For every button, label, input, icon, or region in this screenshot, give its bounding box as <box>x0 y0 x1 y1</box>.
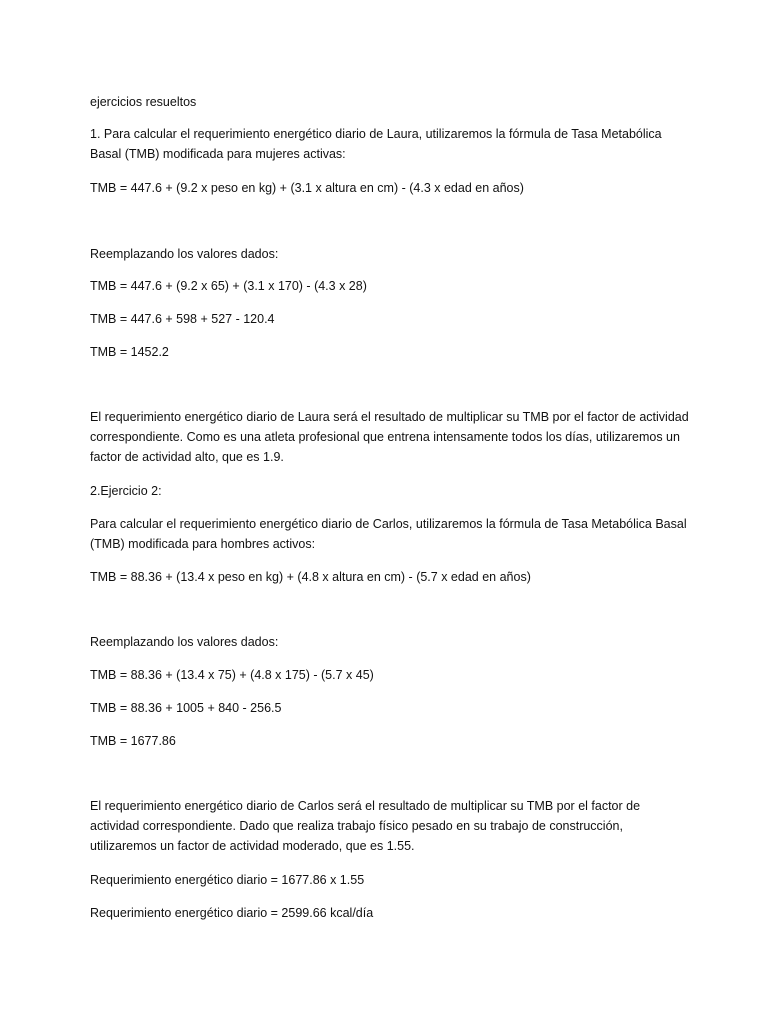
exercise-1-step-2: TMB = 447.6 + 598 + 527 - 120.4 <box>90 312 275 326</box>
exercise-1-step-1: TMB = 447.6 + (9.2 x 65) + (3.1 x 170) - (4.3 x 28) <box>90 279 367 293</box>
exercise-1-formula: TMB = 447.6 + (9.2 x peso en kg) + (3.1 x altura en cm) - (4.3 x edad en años) <box>90 181 524 195</box>
exercise-1-replace-label: Reemplazando los valores dados: <box>90 247 279 261</box>
exercise-2-formula: TMB = 88.36 + (13.4 x peso en kg) + (4.8 x altura en cm) - (5.7 x edad en años) <box>90 570 531 584</box>
exercise-2-replace-label: Reemplazando los valores dados: <box>90 635 279 649</box>
exercise-2-result: TMB = 1677.86 <box>90 734 176 748</box>
exercise-2-requirement-calc: Requerimiento energético diario = 1677.86 x 1.55 <box>90 873 365 887</box>
exercise-2-requirement-result: Requerimiento energético diario = 2599.66 kcal/día <box>90 906 374 920</box>
exercise-2-title: 2.Ejercicio 2: <box>90 484 162 498</box>
exercise-1-intro: 1. Para calcular el requerimiento energético diario de Laura, utilizaremos la fórmula de Tasa Metabólica Basal (TMB) modificada para mujeres activas: <box>90 127 662 161</box>
exercise-1-conclusion: El requerimiento energético diario de Laura será el resultado de multiplicar su TMB por el factor de actividad correspondiente. Como es una atleta profesional que entrena intensamente todos los días, utilizaremos un factor de actividad alto, que es 1.9. <box>90 410 689 464</box>
exercise-2-step-2: TMB = 88.36 + 1005 + 840 - 256.5 <box>90 701 282 715</box>
exercise-2-conclusion: El requerimiento energético diario de Carlos será el resultado de multiplicar su TMB por el factor de actividad correspondiente. Dado que realiza trabajo físico pesado en su trabajo de construcción, utilizaremos un factor de actividad moderado, que es 1.55. <box>90 799 641 853</box>
exercise-1-result: TMB = 1452.2 <box>90 345 169 359</box>
document-heading: ejercicios resueltos <box>90 95 197 109</box>
exercise-2-intro: Para calcular el requerimiento energético diario de Carlos, utilizaremos la fórmula de Tasa Metabólica Basal (TMB) modificada para hombres activos: <box>90 517 687 551</box>
exercise-2-step-1: TMB = 88.36 + (13.4 x 75) + (4.8 x 175) - (5.7 x 45) <box>90 668 374 682</box>
